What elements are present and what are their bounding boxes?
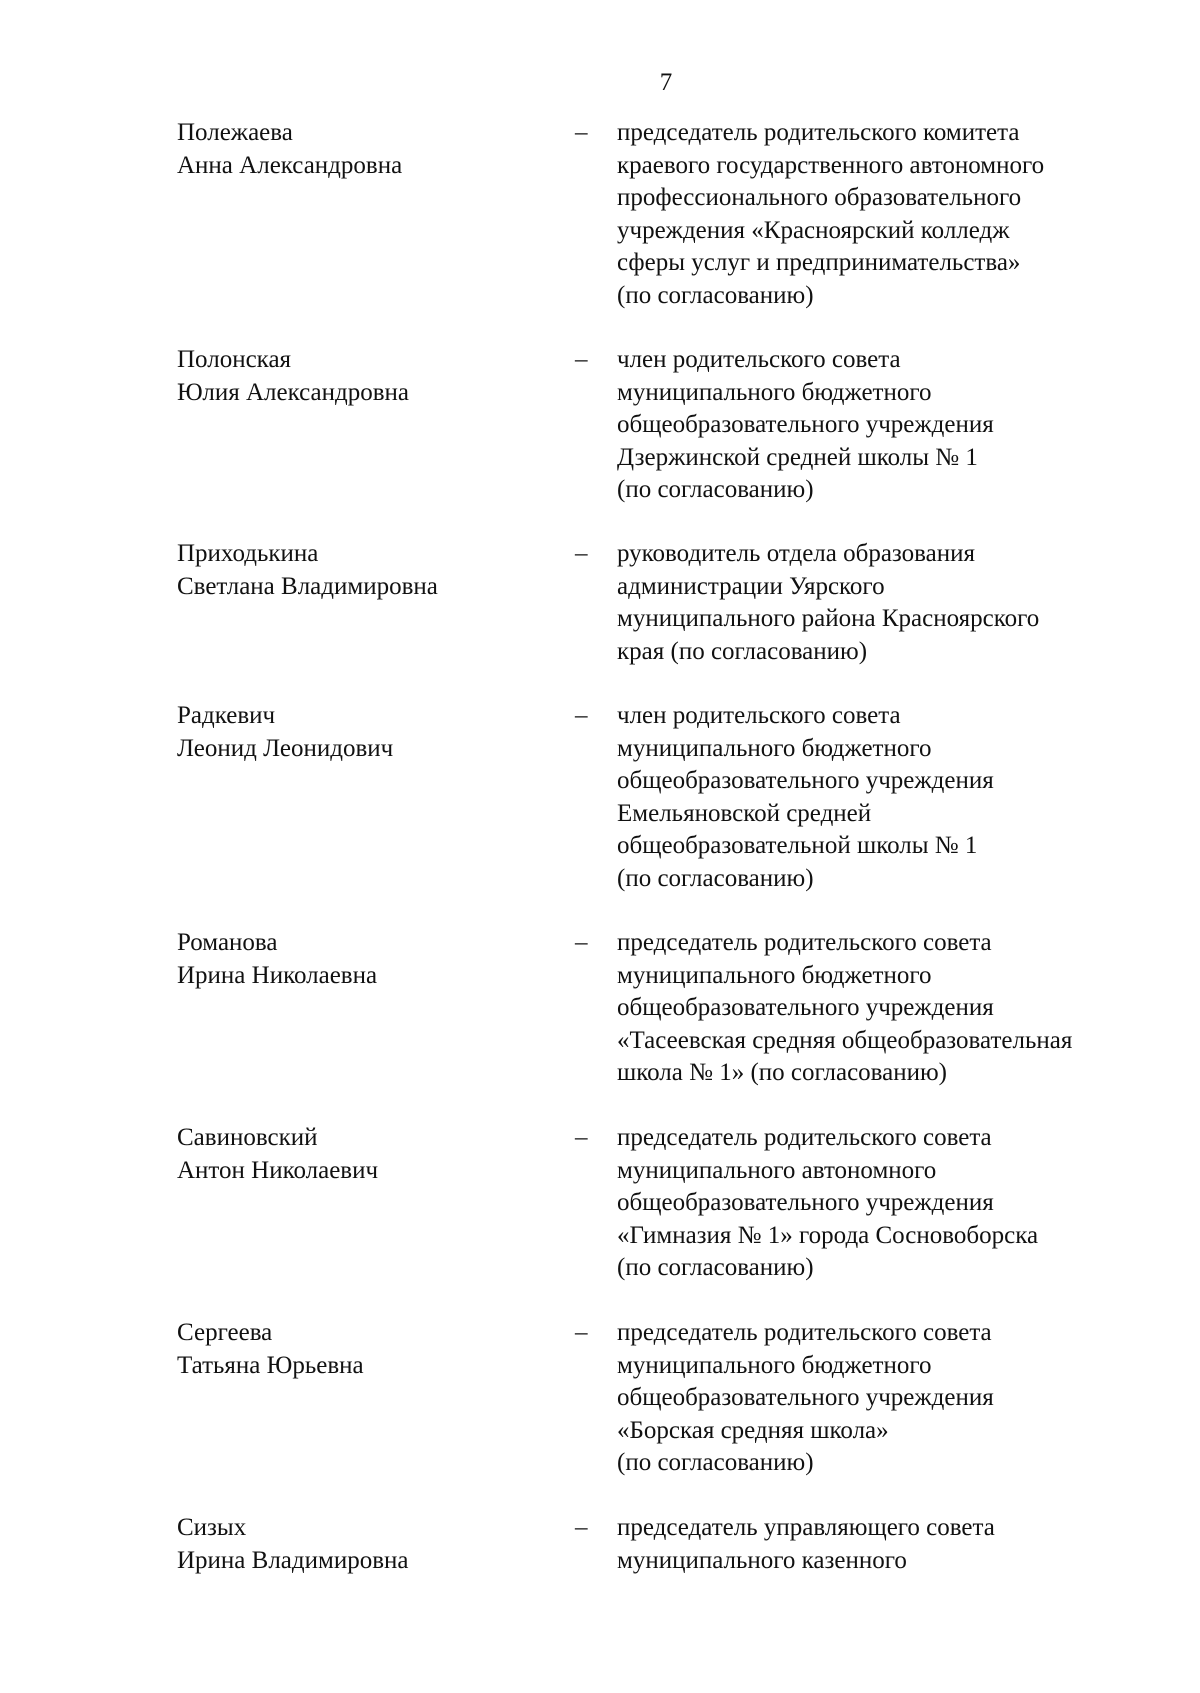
role-line: муниципального бюджетного	[617, 378, 932, 406]
member-role	[617, 344, 1137, 507]
dash-separator: –	[575, 702, 588, 729]
role-line: учреждения «Красноярский колледж	[617, 216, 1010, 244]
member-given-name: Леонид Леонидович	[177, 734, 394, 762]
member-surname: Полежаева	[177, 119, 293, 146]
role-line: председатель родительского совета	[617, 1124, 992, 1151]
role-line: Дзержинской средней школы № 1	[617, 443, 978, 471]
role-line: «Тасеевская средняя общеобразовательная	[617, 1026, 1073, 1054]
member-given-name: Светлана Владимировна	[177, 572, 438, 600]
dash-separator: –	[575, 1514, 588, 1541]
role-line: профессионального образовательного	[617, 184, 1022, 211]
role-line: общеобразовательного учреждения	[617, 1189, 994, 1216]
role-line: муниципального бюджетного	[617, 1351, 932, 1379]
role-line: член родительского совета	[617, 702, 901, 729]
role-line: председатель родительского комитета	[617, 119, 1020, 146]
role-line: общеобразовательного учреждения	[617, 767, 994, 794]
member-role	[617, 1512, 1137, 1577]
role-line: «Борская средняя школа»	[617, 1416, 889, 1444]
dash-separator: –	[575, 1124, 588, 1151]
role-line: администрации Уярского	[617, 572, 885, 600]
member-surname: Романова	[177, 929, 278, 956]
member-name	[177, 117, 557, 182]
member-name	[177, 538, 557, 603]
member-surname: Полонская	[177, 346, 292, 373]
member-role	[617, 1317, 1137, 1480]
dash-separator: –	[575, 540, 588, 567]
role-line: член родительского совета	[617, 346, 901, 373]
role-line: руководитель отдела образования	[617, 540, 975, 567]
page-number: 7	[659, 69, 673, 96]
member-surname: Приходькина	[177, 540, 319, 567]
member-name	[177, 1317, 557, 1382]
role-line: (по согласованию)	[617, 476, 814, 503]
dash-separator: –	[575, 1319, 588, 1346]
role-line: муниципального автономного	[617, 1156, 937, 1184]
role-line: краевого государственного автономного	[617, 151, 1045, 179]
role-line: общеобразовательного учреждения	[617, 1384, 994, 1411]
member-role	[617, 538, 1137, 668]
member-given-name: Антон Николаевич	[177, 1156, 379, 1184]
member-surname: Савиновский	[177, 1124, 318, 1151]
role-line: муниципального бюджетного	[617, 961, 932, 989]
member-name	[177, 927, 557, 992]
role-line: сферы услуг и предпринимательства»	[617, 249, 1021, 276]
role-line: председатель родительского совета	[617, 929, 992, 956]
role-line: общеобразовательной школы № 1	[617, 832, 978, 859]
role-line: общеобразовательного учреждения	[617, 411, 994, 438]
dash-separator: –	[575, 119, 588, 146]
role-line: общеобразовательного учреждения	[617, 994, 994, 1021]
member-name	[177, 344, 557, 409]
member-name	[177, 1122, 557, 1187]
member-role	[617, 117, 1137, 312]
member-name	[177, 1512, 557, 1577]
role-line: «Гимназия № 1» города Сосновоборска	[617, 1221, 1039, 1249]
role-line: муниципального бюджетного	[617, 734, 932, 762]
dash-separator: –	[575, 929, 588, 956]
member-role	[617, 1122, 1137, 1285]
role-line: (по согласованию)	[617, 1449, 814, 1476]
member-surname: Радкевич	[177, 702, 276, 729]
role-line: муниципального казенного	[617, 1546, 907, 1574]
member-name	[177, 700, 557, 765]
member-given-name: Татьяна Юрьевна	[177, 1351, 364, 1379]
member-surname: Сизых	[177, 1514, 247, 1541]
role-line: (по согласованию)	[617, 864, 814, 892]
member-given-name: Анна Александровна	[177, 151, 403, 179]
role-line: Емельяновской средней	[617, 799, 872, 827]
role-line: школа № 1» (по согласованию)	[617, 1059, 948, 1086]
member-given-name: Юлия Александровна	[177, 378, 409, 406]
member-role	[617, 927, 1137, 1090]
dash-separator: –	[575, 346, 588, 373]
member-given-name: Ирина Владимировна	[177, 1546, 409, 1574]
role-line: края (по согласованию)	[617, 637, 868, 665]
role-line: председатель управляющего совета	[617, 1514, 995, 1541]
role-line: муниципального района Красноярского	[617, 605, 1040, 632]
role-line: председатель родительского совета	[617, 1319, 992, 1346]
member-surname: Сергеева	[177, 1319, 273, 1346]
member-given-name: Ирина Николаевна	[177, 961, 378, 989]
member-role	[617, 700, 1137, 895]
role-line: (по согласованию)	[617, 281, 814, 309]
role-line: (по согласованию)	[617, 1254, 814, 1281]
